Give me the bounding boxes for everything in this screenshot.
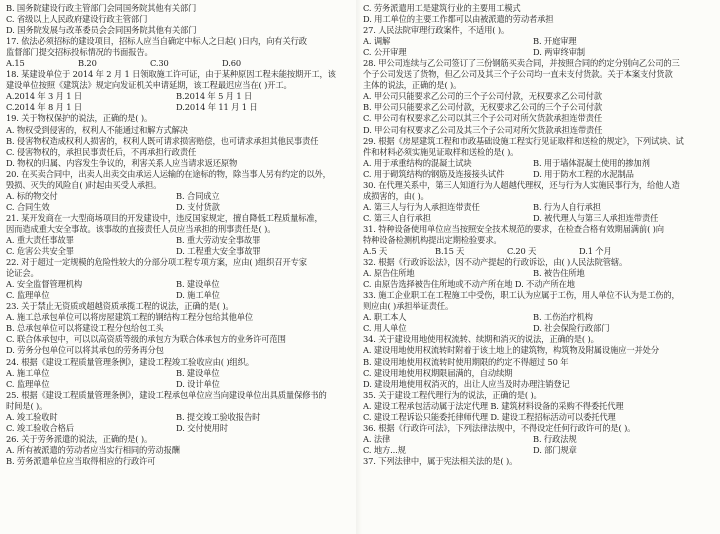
text-line [363, 202, 715, 213]
text-line: 34. 关于建设用地使用权流转、续期和消灭的说法，正确的是( )。 [363, 334, 599, 345]
text-line [6, 379, 356, 390]
text-line [6, 102, 356, 113]
text-line: 监督部门提交招标投标情况的书面报告。 [6, 47, 153, 58]
text-line: 23. 关于禁止无资质或超越资质承揽工程的说法，正确的是( )。 [6, 301, 234, 312]
option-b: B. 提交竣工验收报告时 [176, 411, 261, 422]
text-line: 25. 根据《建设工程质量管理条例》，建设工程承包单位应当向建设单位出具质量保修书的 [6, 389, 327, 400]
text-line: B. 建设用地使用权流转时使用期限的约定不得超过 50 年 [363, 356, 569, 367]
option-b: B. 行政法规 [533, 433, 577, 444]
option-b: B. 用于墙体混凝土使用的掺加剂 [533, 157, 650, 168]
text-line: 32. 根据《行政诉讼法》，因不动产提起的行政诉讼，由( )人民法院管辖。 [363, 257, 628, 268]
text-line [363, 312, 715, 323]
text-line [363, 434, 715, 445]
option-b: B. 工伤治疗机构 [533, 312, 593, 323]
text-line [6, 368, 356, 379]
text-line: C. 侵害物权的，承担民事责任后，不再承担行政责任 [6, 146, 197, 157]
option-a: A. 原告住所地 [363, 268, 415, 279]
option-a: A. 第三人与行为人承担连带责任 [363, 201, 480, 212]
option-a: A.2014 年 3 月 1 日 [6, 91, 82, 102]
text-line: 论证会。 [6, 268, 39, 279]
text-line [6, 91, 356, 102]
option-b: B. 合同成立 [176, 190, 220, 201]
text-line: C. 联合体承包中，可以以高资质等级的承包方为联合体承包方的业务许可范围 [6, 334, 286, 345]
text-line [363, 323, 715, 334]
option-a: A. 职工本人 [363, 312, 407, 323]
text-line [6, 279, 356, 290]
text-line: 28. 甲公司连续与乙公司签订了三份钢筋买卖合同，并按照合同的约定分别向乙公司的三 [363, 58, 680, 69]
option-a: C. 用人单位 [363, 323, 407, 334]
option-b: D. 两审终审制 [533, 47, 585, 58]
option-b: D. 支付货款 [176, 201, 220, 212]
option-a: A. 重大责任事故罪 [6, 234, 74, 245]
text-line: C. 由原告选择被告住所地或不动产所在地 D. 不动产所在地 [363, 279, 575, 290]
text-line [363, 47, 715, 58]
text-line: A. 建设工程承包活动属于法定代理 B. 建筑材料设备的采购不得委托代理 [363, 400, 624, 411]
text-line: 31. 特种设备使用单位应当按照安全技术规范的要求，在检查合格有效期届满前( )向 [363, 223, 664, 234]
text-line: C. 劳务派遣用工是建筑行业的主要用工模式 [363, 3, 521, 13]
option-a: C. 地方...规 [363, 444, 406, 455]
text-line: 个子公司发送了货物，但乙公司及其三个子公司均一直未支付货款。关于本案支付货款 [363, 69, 673, 80]
option: D.60 [222, 58, 241, 69]
option-b: D. 工程重大安全事故罪 [176, 246, 261, 257]
text-line [6, 412, 356, 423]
text-line: 26. 关于劳务派遣的说法，正确的是( )。 [6, 433, 153, 444]
text-line: 17. 依法必须招标的建设项目，招标人应当自确定中标人之日起( )日内，向有关行政 [6, 36, 307, 47]
option-b: D. 用于防水工程的水泥制品 [533, 168, 634, 179]
text-line: D. 国务院发展与改革委员会会同国务院其他有关部门 [6, 25, 197, 36]
text-line: 29. 根据《房屋建筑工程和市政基础设施工程实行见证取样和送检的规定》，下列试块、试 [363, 135, 684, 146]
option-b: D. 交付使用时 [176, 422, 228, 433]
text-line [6, 290, 356, 301]
text-line: 35. 关于建设工程代理行为的说法，正确的是( )。 [363, 389, 542, 400]
text-line [6, 58, 356, 69]
option: B.20 [78, 58, 97, 69]
option-a: C. 用于砌筑结构的钢筋及连接接头试件 [363, 168, 505, 179]
option: A.5 天 [363, 246, 388, 257]
text-line: A. 施工总承包单位可以将房屋建筑工程的钢结构工程分包给其他单位 [6, 312, 254, 323]
option: C.20 天 [507, 246, 537, 257]
text-line: A. 物权受到侵害的，权利人不能通过和解方式解决 [6, 124, 188, 135]
text-line: D. 物权的归属、内容发生争议的，利害关系人应当请求返还原物 [6, 157, 238, 168]
option: D.1 个月 [579, 246, 612, 257]
text-line [363, 268, 715, 279]
text-line [6, 246, 356, 257]
text-line: 主体的说法，正确的是( )。 [363, 80, 462, 91]
text-line: A. 甲公司只能要求乙公司的三个子公司付款，无权要求乙公司付款 [363, 91, 602, 102]
text-line: 毁损、灭失的风险自( )时起由买受人承担。 [6, 179, 162, 190]
text-line [6, 423, 356, 434]
option-a: A. 用于承重结构的混凝土试块 [363, 157, 472, 168]
text-line [363, 169, 715, 180]
left-column [6, 3, 356, 467]
text-line: B. 侵害物权造成权利人损害的，权利人既可请求损害赔偿，也可请求承担其他民事责任 [6, 135, 319, 146]
option-b: B. 建设单位 [176, 279, 220, 290]
option-a: A. 施工单位 [6, 367, 50, 378]
option-a: C. 竣工验收合格后 [6, 422, 74, 433]
option-a: A. 安全监督管理机构 [6, 279, 82, 290]
right-column [363, 3, 715, 467]
text-line: 因而造成重大安全事故。该事故的直接责任人员应当承担的刑事责任是( )。 [6, 223, 276, 234]
option-b: D.2014 年 11 月 1 日 [176, 102, 258, 113]
option-b: B.2014 年 5 月 1 日 [176, 91, 253, 102]
option-b: B. 开庭审理 [533, 36, 577, 47]
option-b: B. 重大劳动安全事故罪 [176, 234, 261, 245]
text-line: 18. 某建设单位于 2014 年 2 月 1 日领取施工许可证，由于某种原因工程未能按期开工，该 [6, 69, 336, 80]
text-line: 37. 下列法律中，属于宪法相关法的是( )。 [363, 455, 518, 466]
option-b: D. 施工单位 [176, 290, 220, 301]
option-a: C. 监理单位 [6, 378, 50, 389]
option-b: D. 设计单位 [176, 378, 220, 389]
option-b: D. 被代理人与第三人承担连带责任 [533, 212, 659, 223]
option-a: C. 合同生效 [6, 201, 50, 212]
text-line: B. 国务院建设行政主管部门会同国务院其他有关部门 [6, 3, 197, 13]
text-line: 20. 在买卖合同中，出卖人出卖交由承运人运输的在途标的物，除当事人另有约定的以外， [6, 168, 331, 179]
option-a: C. 公开审理 [363, 47, 407, 58]
text-line: D. 建设用地使用权消灭的，出让人应当及时办理注销登记 [363, 378, 570, 389]
option-b: B. 被告住所地 [533, 268, 585, 279]
text-line: 特种设备检测机构提出定期检验要求。 [363, 234, 502, 245]
option-a: C.2014 年 8 月 1 日 [6, 102, 83, 113]
text-line: 建设单位按照《建筑法》规定向发证机关申请延期，该工程最迟应当在( )开工。 [6, 80, 292, 91]
text-line: 成损害的，由( )。 [363, 190, 429, 201]
text-line: 36. 根据《行政许可法》，下列法律法规中，不得设定任何行政许可的是( )。 [363, 422, 636, 433]
option-a: A. 调解 [363, 36, 391, 47]
text-line: 30. 在代理关系中，第三人知道行为人超越代理权，还与行为人实施民事行为，给他人造 [363, 179, 680, 190]
text-line: 24. 根据《建设工程质量管理条例》，建设工程竣工验收应由( )组织。 [6, 356, 254, 367]
text-line [363, 158, 715, 169]
option-a: C. 危害公共安全罪 [6, 246, 74, 257]
text-line [6, 191, 356, 202]
option-b: D. 部门规章 [533, 444, 577, 455]
text-line: C. 甲公司有权要求乙公司以其三个子公司对所欠货款承担连带责任 [363, 113, 602, 124]
text-line: 件和材料必须实施见证取样和送检的是( )。 [363, 146, 519, 157]
text-line [363, 36, 715, 47]
text-line: 22. 对于超过一定规模的危险性较大的分部分项工程专项方案，应由( )组织召开专家 [6, 257, 307, 268]
text-line: D. 用工单位的主要工作都可以由被派遣的劳动者承担 [363, 14, 554, 25]
text-line [6, 235, 356, 246]
text-line [363, 213, 715, 224]
text-line: A. 建设用地使用权流转时附着于该土地上的建筑物，构筑物及附属设施应一并处分 [363, 345, 659, 356]
text-line: B. 甲公司只能要求乙公司付款，无权要求乙公司的三个子公司付款 [363, 102, 603, 113]
option: C.30 [150, 58, 169, 69]
option-a: C. 第三人自行承担 [363, 212, 431, 223]
text-line: A. 所有被派遣的劳动者应当实行相同的劳动报酬 [6, 444, 180, 455]
text-line: 时间是( )。 [6, 400, 48, 411]
text-line: 19. 关于物权保护的说法，正确的是( )。 [6, 113, 153, 124]
text-line: C. 省级以上人民政府建设行政主管部门 [6, 14, 148, 25]
option-b: B. 行为人自行承担 [533, 201, 601, 212]
option: A.15 [6, 58, 25, 69]
text-line: D. 劳务分包单位可以将其承包的劳务再分包 [6, 345, 164, 356]
text-line [363, 445, 715, 456]
option-a: C. 监理单位 [6, 290, 50, 301]
text-line: D. 甲公司有权要求乙公司及其三个子公司对所欠货款承担连带责任 [363, 124, 603, 135]
option: B.15 天 [435, 246, 465, 257]
text-line: B. 总承包单位可以将建设工程分包给包工头 [6, 323, 164, 334]
text-line: 则应由( )承担举证责任。 [363, 301, 454, 312]
text-line: 33. 施工企业职工在工程施工中受伤，职工认为应属于工伤，用人单位不认为是工伤的， [363, 290, 680, 301]
text-line: C. 建设工程诉讼只能委托律师代理 D. 建设工程招标活动可以委托代理 [363, 411, 616, 422]
option-a: A. 标的物交付 [6, 190, 58, 201]
text-line [6, 202, 356, 213]
page-gutter [356, 0, 362, 534]
text-line: 21. 某开发商在一大型商场项目的开发建设中，违反国家规定，擅自降低工程质量标准， [6, 212, 323, 223]
option-b: D. 社会保险行政部门 [533, 323, 610, 334]
text-line: C. 建设用地使用权期限届满的，自动续期 [363, 367, 513, 378]
text-line [363, 246, 715, 257]
option-a: A. 法律 [363, 433, 391, 444]
text-line: B. 劳务派遣单位应当取得相应的行政许可 [6, 455, 156, 466]
text-line: 27. 人民法院审理行政案件，不适用( )。 [363, 25, 510, 36]
option-b: B. 建设单位 [176, 367, 220, 378]
option-a: A. 竣工验收时 [6, 411, 58, 422]
